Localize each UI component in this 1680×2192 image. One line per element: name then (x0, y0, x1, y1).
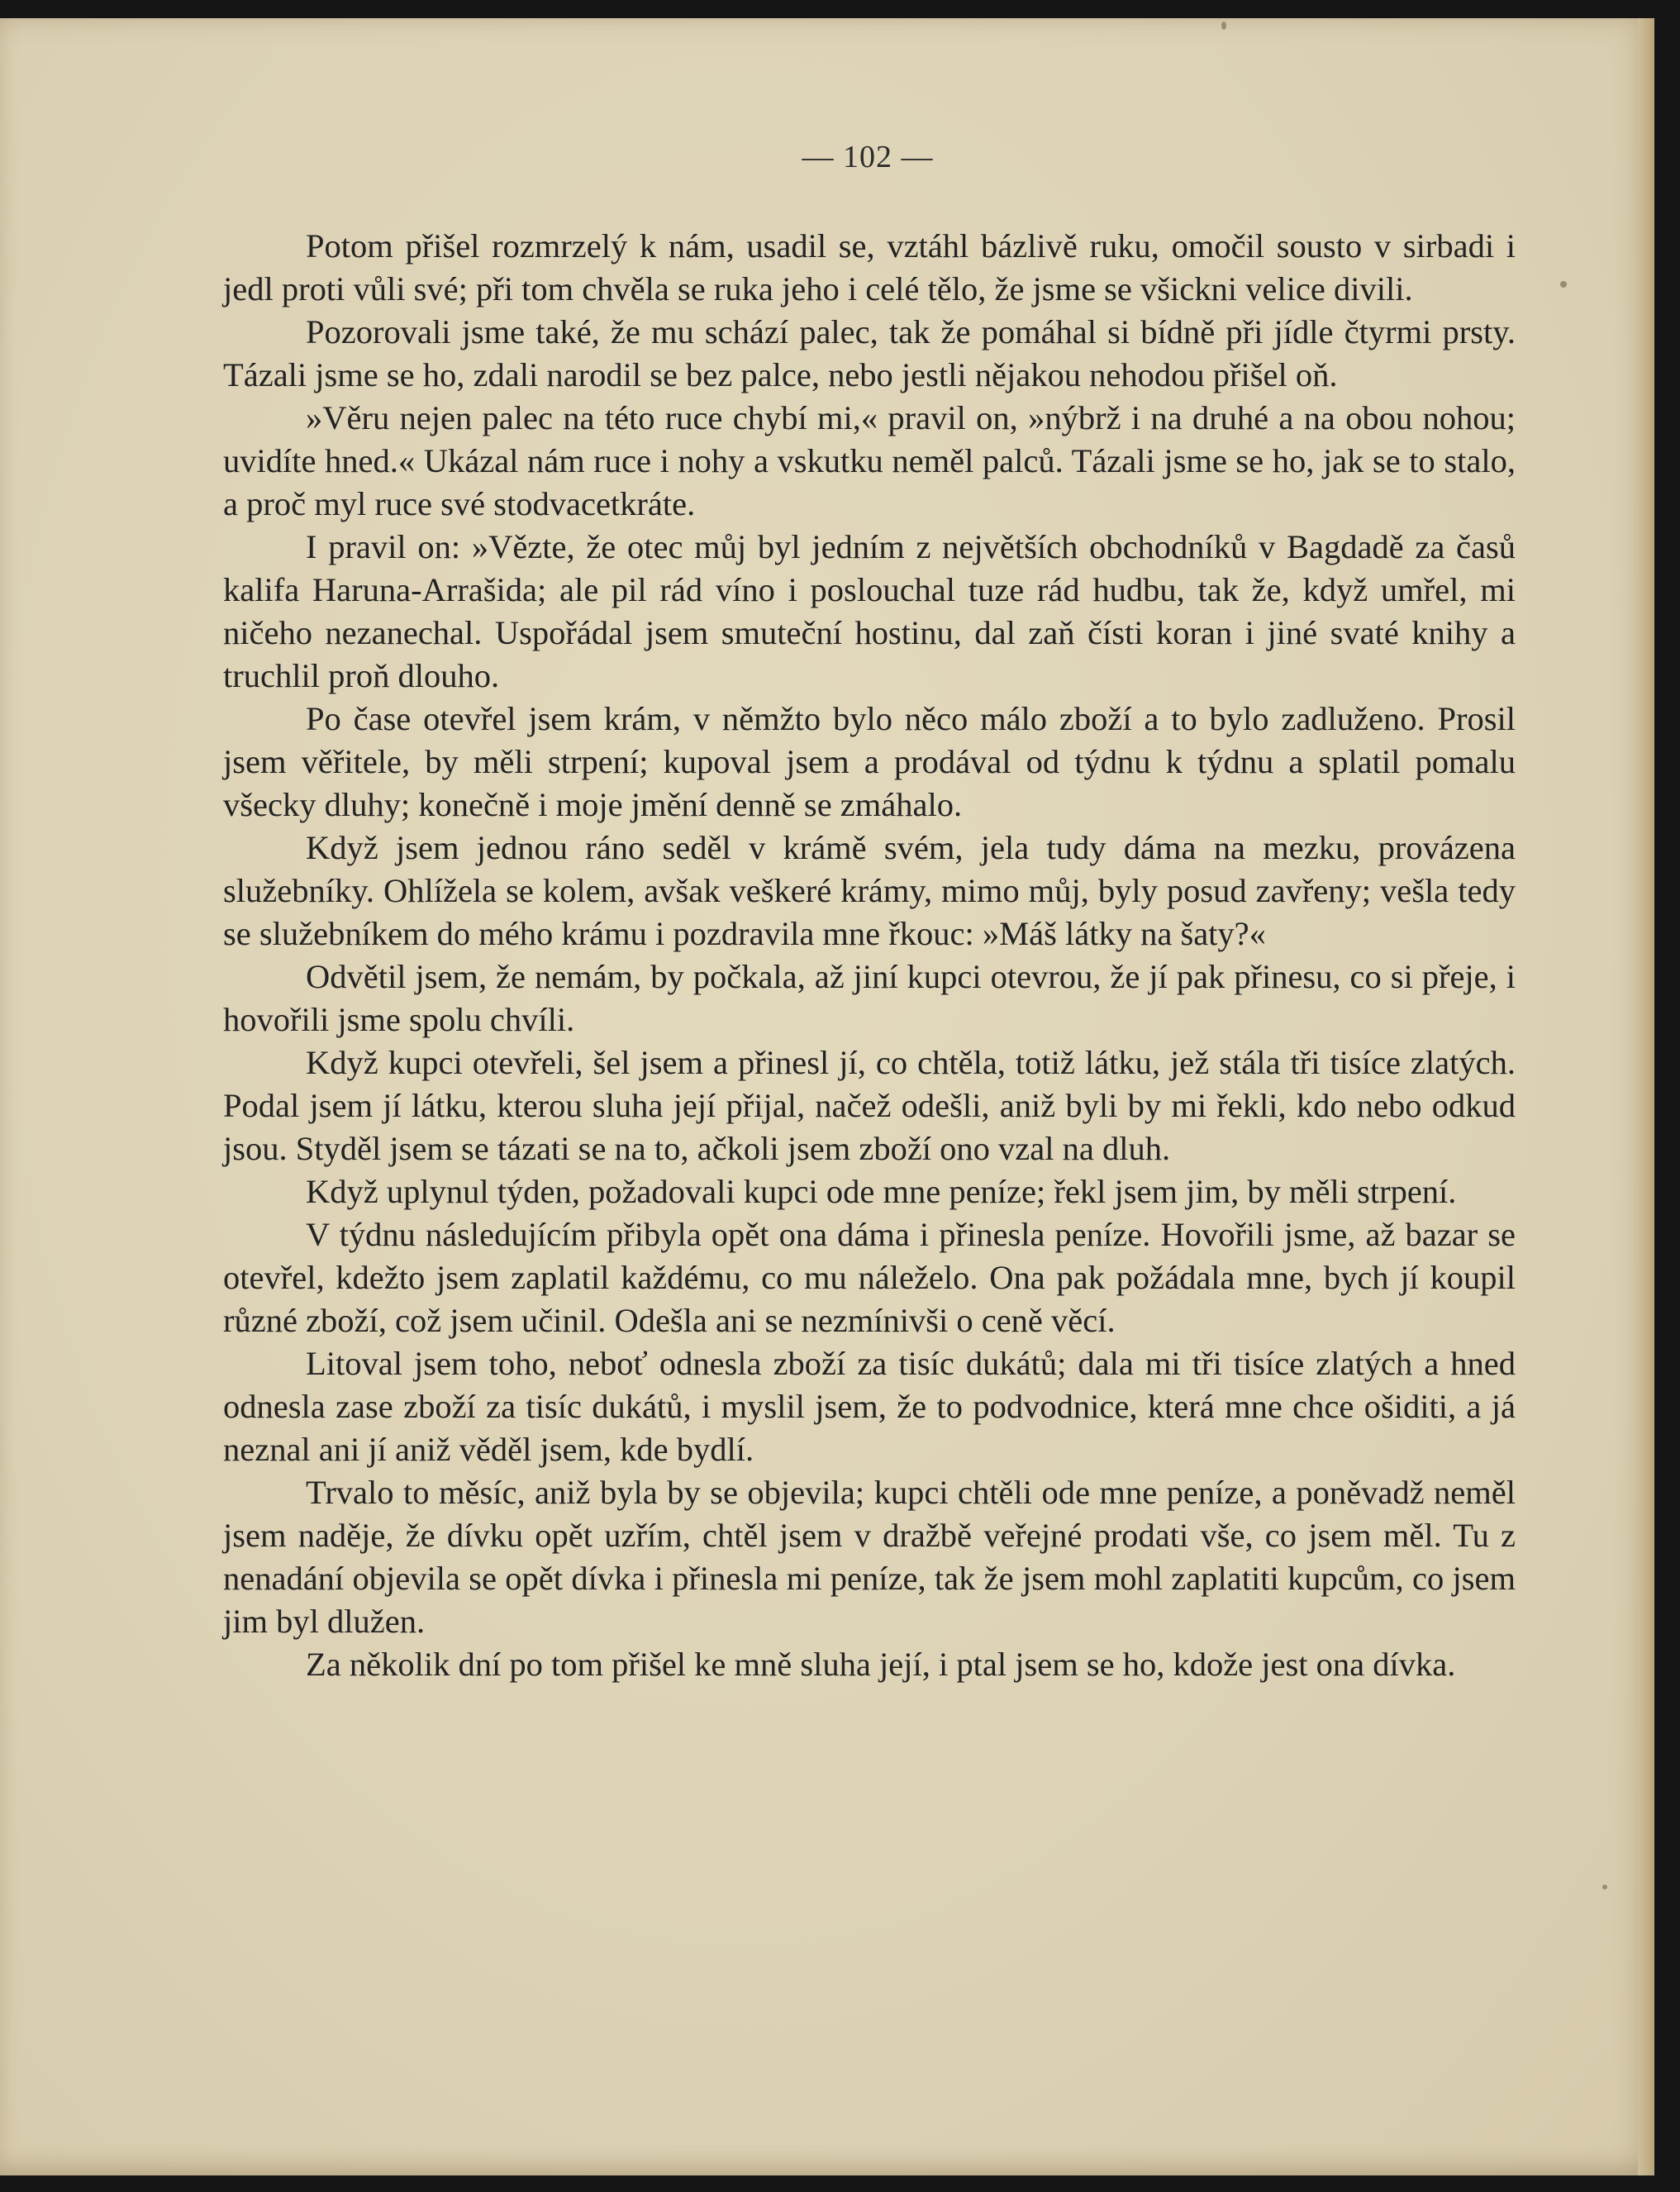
page-number: — 102 — (802, 140, 934, 174)
paragraph: »Věru nejen palec na této ruce chybí mi,« pravil on, »nýbrž i na druhé a na obou nohou; uvidíte hned.« Ukázal nám ruce i nohy a vskutku neměl palců. Tázali jsme se ho, jak se to stalo, a proč myl ruce své stodvacetkráte. (223, 399, 1516, 522)
paragraph: Odvětil jsem, že nemám, by počkala, až jiní kupci otevrou, že jí pak přinesu, co si přeje, i hovořili jsme spolu chvíli. (223, 958, 1516, 1038)
paper-speck (1560, 281, 1567, 288)
paragraph: Když uplynul týden, požadovali kupci ode mne peníze; řekl jsem jim, by měli strpení. (306, 1173, 1457, 1210)
paper-speck (1602, 1885, 1607, 1889)
paper-speck (1221, 21, 1226, 30)
paragraph: I pravil on: »Vězte, že otec můj byl jedním z největších obchodníků v Bagdadě za časů kalifa Haruna-Arrašida; ale pil rád víno i poslouchal tuze rád hudbu, tak že, když umřel, mi ničeho nezanechal. Uspořádal jsem smuteční hostinu, dal zaň čísti koran i jiné svaté knihy a truchlil proň dlouho. (223, 528, 1516, 694)
paragraph: Litoval jsem toho, neboť odnesla zboží za tisíc dukátů; dala mi tři tisíce zlatých a hned odnesla zase zboží za tisíc dukátů, i myslil jsem, že to podvodnice, která mne chce ošiditi, a já neznal ani jí aniž věděl jsem, kde bydlí. (223, 1345, 1516, 1468)
paragraph: Potom přišel rozmrzelý k nám, usadil se, vztáhl bázlivě ruku, omočil sousto v sirbadi i jedl proti vůli své; při tom chvěla se ruka jeho i celé tělo, že jsme se všickni velice divili. (223, 227, 1516, 307)
paragraph: V týdnu následujícím přibyla opět ona dáma i přinesla peníze. Hovořili jsme, až bazar se otevřel, kdežto jsem zaplatil každému, co mu náleželo. Ona pak požádala mne, bych jí koupil různé zboží, což jsem učinil. Odešla ani se nezmínivši o ceně věcí. (223, 1216, 1516, 1339)
paragraph: Trvalo to měsíc, aniž byla by se objevila; kupci chtěli ode mne peníze, a poněvadž neměl jsem naděje, že dívku opět uzřím, chtěl jsem v dražbě veřejné prodati vše, co jsem měl. Tu z nenadání objevila se opět dívka i přinesla mi peníze, tak že jsem mohl zaplatiti kupcům, co jsem jim byl dlužen. (223, 1474, 1516, 1640)
paragraph: Když jsem jednou ráno seděl v krámě svém, jela tudy dáma na mezku, provázena služebníky. Ohlížela se kolem, avšak veškeré krámy, mimo můj, byly posud zavřeny; vešla tedy se služebníkem do mého krámu i pozdravila mne řkouc: »Máš látky na šaty?« (223, 829, 1516, 952)
paragraph: Když kupci otevřeli, šel jsem a přinesl jí, co chtěla, totiž látku, jež stála tři tisíce zlatých. Podal jsem jí látku, kterou sluha její přijal, načež odešli, aniž byli by mi řekli, kdo nebo odkud jsou. Styděl jsem se tázati se na to, ačkoli jsem zboží ono vzal na dluh. (223, 1044, 1516, 1167)
page-edge (1638, 18, 1654, 2175)
paragraph: Pozorovali jsme také, že mu schází palec, tak že pomáhal si bídně při jídle čtyrmi prsty. Tázali jsme se ho, zdali narodil se bez palce, nebo jestli nějakou nehodou přišel oň. (223, 313, 1516, 393)
paragraph: Za několik dní po tom přišel ke mně sluha její, i ptal jsem se ho, kdože jest ona dívka. (306, 1646, 1456, 1683)
paragraph: Po čase otevřel jsem krám, v němžto bylo něco málo zboží a to bylo zadluženo. Prosil jsem věřitele, by měli strpení; kupoval jsem a prodával od týdnu k týdnu a splatil pomalu všecky dluhy; konečně i moje jmění denně se zmáhalo. (223, 700, 1516, 823)
body-text (223, 225, 1516, 1686)
